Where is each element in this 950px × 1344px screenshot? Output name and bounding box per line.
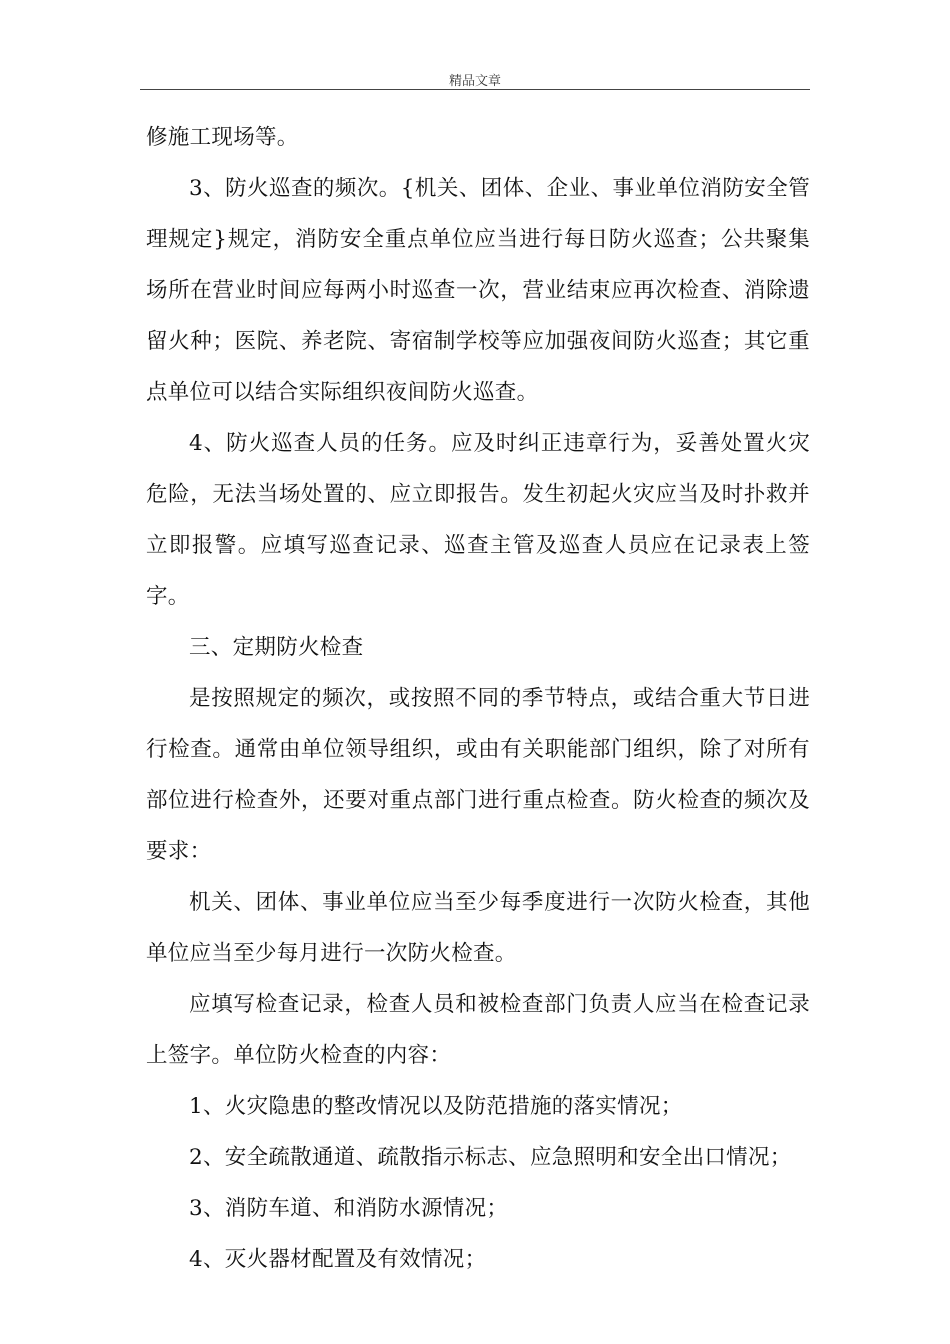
header-divider [140,89,810,90]
document-body [146,112,810,1285]
list-item-fire-lanes: 3、消防车道、和消防水源情况； [189,1196,509,1221]
paragraph-inspection-records: 应填写检查记录，检查人员和被检查部门负责人应当在检查记录上签字。单位防火检查的内容： [146,992,810,1068]
paragraph-patrol-frequency: 3、防火巡查的频次。{机关、团体、企业、事业单位消防安全管理规定}规定，消防安全重点单位应当进行每日防火巡查；公共聚集场所在营业时间应每两小时巡查一次，营业结束应再次检查、消除遗留火种；医院、养老院、寄宿制学校等应加强夜间防火巡查；其它重点单位可以结合实际组织夜间防火巡查。 [146,176,810,405]
paragraph-inspection-description: 是按照规定的频次，或按照不同的季节特点，或结合重大节日进行检查。通常由单位领导组织，或由有关职能部门组织，除了对所有部位进行检查外，还要对重点部门进行重点检查。防火检查的频次及要求： [146,686,810,864]
paragraph-patrol-duties: 4、防火巡查人员的任务。应及时纠正违章行为，妥善处置火灾危险，无法当场处置的、应立即报告。发生初起火灾应当及时扑救并立即报警。应填写巡查记录、巡查主管及巡查人员应在记录表上签字。 [146,431,810,609]
paragraph-inspection-frequency: 机关、团体、事业单位应当至少每季度进行一次防火检查，其他单位应当至少每月进行一次防火检查。 [146,890,810,966]
page-header: 精品文章 [448,74,501,89]
section-heading-periodic-inspection: 三、定期防火检查 [189,635,364,660]
list-item-evacuation: 2、安全疏散通道、疏散指示标志、应急照明和安全出口情况； [189,1145,792,1170]
list-item-hazard-rectification: 1、火灾隐患的整改情况以及防范措施的落实情况； [189,1094,683,1119]
list-item-extinguishers: 4、灭火器材配置及有效情况； [189,1247,487,1272]
paragraph-continuation: 修施工现场等。 [146,125,299,150]
